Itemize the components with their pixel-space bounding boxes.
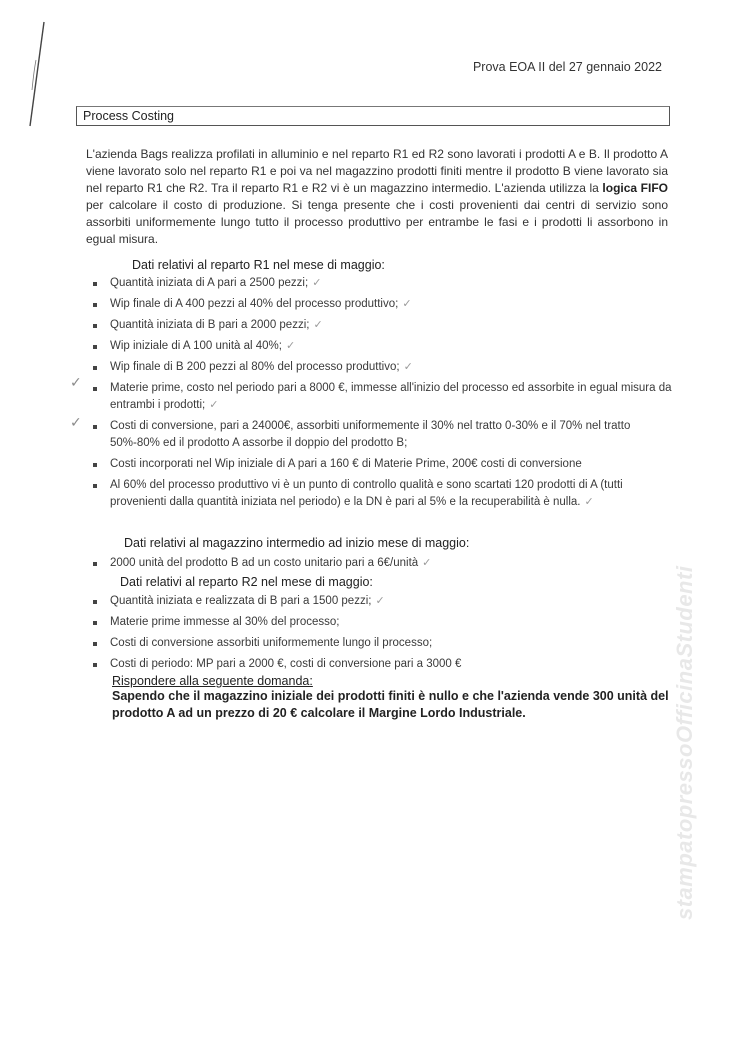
list-item: Quantità iniziata e realizzata di B pari a 1500 pezzi; ✓ xyxy=(88,593,674,610)
intro-paragraph xyxy=(86,146,668,248)
list-item: Wip finale di B 200 pezzi al 80% del processo produttivo; ✓ xyxy=(88,359,674,376)
list-item: 2000 unità del prodotto B ad un costo unitario pari a 6€/unità ✓ xyxy=(88,555,674,572)
list-item: Costi di conversione, pari a 24000€, assorbiti uniformemente il 30% nel tratto 0-30% e il 70% nel tratto 50%-80% ed il prodotto A assorbe il doppio del prodotto B; xyxy=(88,418,674,452)
check-mark-icon: ✓ xyxy=(312,277,322,289)
intro-text-1: L'azienda Bags realizza profilati in alluminio e nel reparto R1 ed R2 sono lavorati i prodotti A e B. Il prodotto A viene lavorato solo nel reparto R1 e poi va nel magazzino prodotti finiti mentre il prodotto B viene lavorato sia nel reparto R1 che R2. Tra il reparto R1 e R2 vi è un magazzino intermedio. L'azienda utilizza la xyxy=(86,147,668,195)
intro-bold-fifo: logica FIFO xyxy=(602,181,668,195)
list-item: Costi incorporati nel Wip iniziale di A pari a 160 € di Materie Prime, 200€ costi di conversione xyxy=(88,456,674,473)
check-mark-icon: ✓ xyxy=(285,340,296,352)
check-mark-icon: ✓ xyxy=(422,557,432,569)
section-title-box xyxy=(76,106,670,126)
check-mark-icon: ✓ xyxy=(313,319,323,331)
mag-list xyxy=(88,555,674,572)
section-title: Process Costing xyxy=(83,109,175,123)
list-item: Quantità iniziata di B pari a 2000 pezzi; ✓ xyxy=(88,317,674,334)
r1-heading: Dati relativi al reparto R1 nel mese di maggio: xyxy=(132,258,385,272)
list-item: Costi di conversione assorbiti uniformemente lungo il processo; xyxy=(88,635,674,652)
check-mark-icon: ✓ xyxy=(584,496,594,508)
check-mark-icon: ✓ xyxy=(403,361,413,373)
question-text: Sapendo che il magazzino iniziale dei prodotti finiti è nullo e che l'azienda vende 300 unità del prodotto A ad un prezzo di 20 € calcolare il Margine Lordo Industriale. xyxy=(112,689,669,720)
exam-date-header: Prova EOA II del 27 gennaio 2022 xyxy=(472,60,662,74)
intro-text-2: per calcolare il costo di produzione. Si tenga presente che i costi provenienti dai centri di servizio sono assorbiti uniformemente lungo tutto il processo produttivo per entrambe le fasi e i prodotti li assorbono in egual misura. xyxy=(86,198,668,246)
r2-heading: Dati relativi al reparto R2 nel mese di maggio: xyxy=(120,575,373,589)
list-item: Al 60% del processo produttivo vi è un punto di controllo qualità e sono scartati 120 prodotti di A (tutti provenienti dalla quantità iniziata nel periodo) e la DN è pari al 5% e la recuperabilità è nulla. ✓ xyxy=(88,477,674,511)
watermark: stampatopressoOfficinaStudenti xyxy=(672,565,697,920)
margin-check-mark-icon: ✓ xyxy=(70,374,82,390)
mag-heading: Dati relativi al magazzino intermedio ad inizio mese di maggio: xyxy=(124,536,470,550)
check-mark-icon: ✓ xyxy=(375,595,385,607)
pen-stroke-mark xyxy=(0,0,60,140)
list-item: Wip finale di A 400 pezzi al 40% del processo produttivo; ✓ xyxy=(88,296,674,313)
r2-list xyxy=(88,593,674,673)
r1-list xyxy=(88,275,674,511)
list-item: Costi di periodo: MP pari a 2000 €, costi di conversione pari a 3000 € xyxy=(88,656,674,673)
list-item: Materie prime immesse al 30% del processo; xyxy=(88,614,674,631)
check-mark-icon: ✓ xyxy=(402,298,412,310)
list-item: Materie prime, costo nel periodo pari a 8000 €, immesse all'inizio del processo ed assorbite in egual misura da entrambi i prodotti; ✓ xyxy=(88,380,674,414)
check-mark-icon: ✓ xyxy=(209,399,219,411)
margin-check-mark-icon: ✓ xyxy=(70,414,82,430)
list-item: Quantità iniziata di A pari a 2500 pezzi; ✓ xyxy=(88,275,674,292)
list-item: Wip iniziale di A 100 unità al 40%; ✓ xyxy=(88,338,674,355)
question-heading: Rispondere alla seguente domanda: xyxy=(112,674,313,688)
